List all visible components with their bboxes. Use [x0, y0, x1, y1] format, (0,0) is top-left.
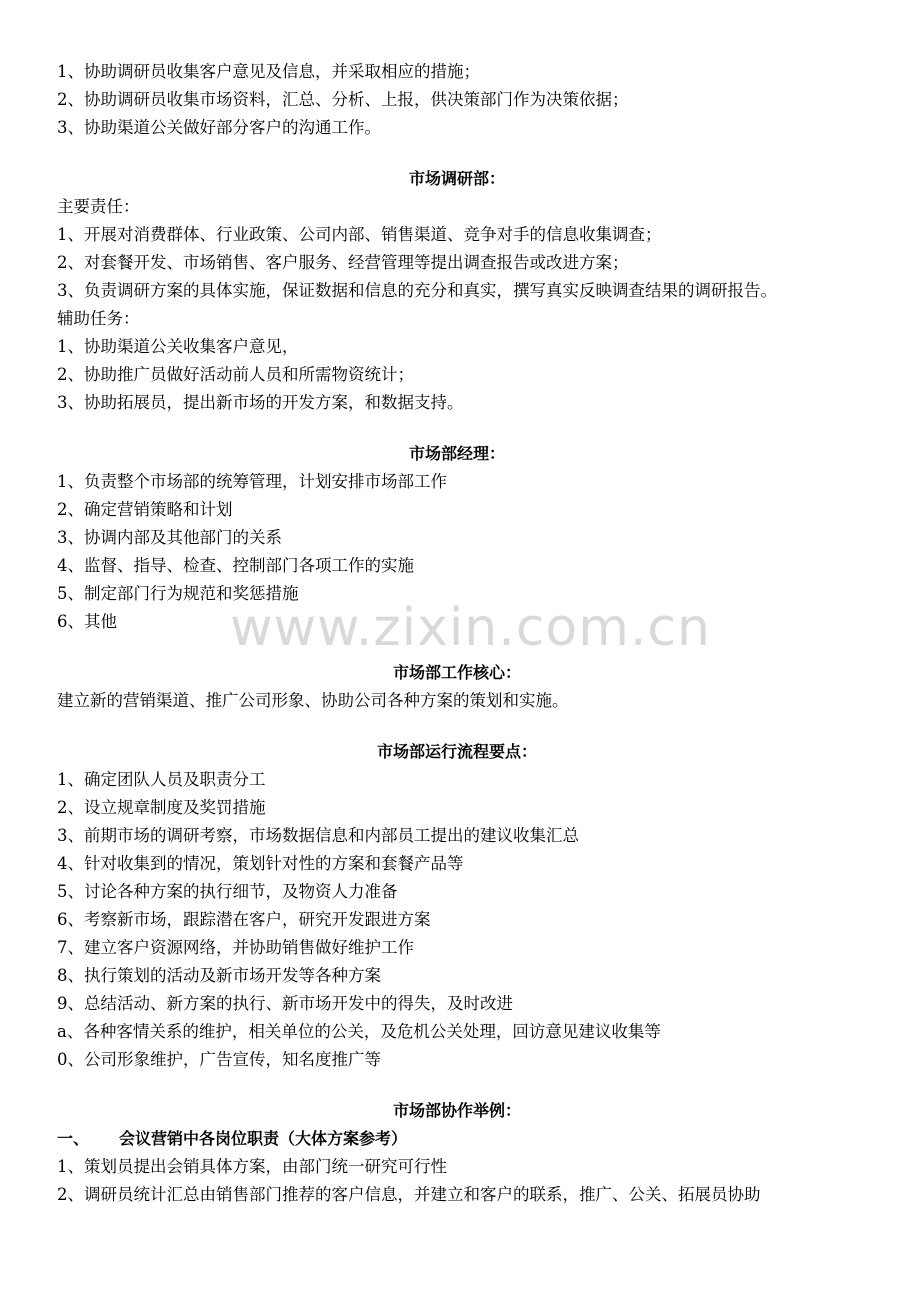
list-item: 9、总结活动、新方案的执行、新市场开发中的得失，及时改进 — [57, 994, 513, 1013]
list-item: 2、对套餐开发、市场销售、客户服务、经营管理等提出调查报告或改进方案； — [57, 253, 629, 272]
subsection-title: 会议营销中各岗位职责（大体方案参考） — [119, 1129, 408, 1148]
watermark: www.zixin.com.cn — [230, 598, 711, 658]
list-item: 5、讨论各种方案的执行细节，及物资人力准备 — [57, 882, 398, 901]
list-item: 1、策划员提出会销具体方案，由部门统一研究可行性 — [57, 1157, 447, 1176]
list-item: 5、制定部门行为规范和奖惩措施 — [57, 584, 299, 603]
list-item: a、各种客情关系的维护，相关单位的公关，及危机公关处理，回访意见建议收集等 — [57, 1022, 661, 1041]
list-item: 4、针对收集到的情况，策划针对性的方案和套餐产品等 — [57, 854, 464, 873]
list-item: 3、协助渠道公关做好部分客户的沟通工作。 — [57, 118, 381, 137]
section-heading-research: 市场调研部： — [408, 169, 505, 188]
main-duties-label: 主要责任： — [57, 197, 140, 216]
list-item: 2、调研员统计汇总由销售部门推荐的客户信息，并建立和客户的联系，推广、公关、拓展员协助 — [57, 1185, 761, 1204]
list-item: 3、协助拓展员，提出新市场的开发方案，和数据支持。 — [57, 393, 464, 412]
list-item: 2、确定营销策略和计划 — [57, 500, 233, 519]
list-item: 8、执行策划的活动及新市场开发等各种方案 — [57, 966, 381, 985]
list-item: 1、确定团队人员及职责分工 — [57, 770, 266, 789]
list-item: 0、公司形象维护，广告宣传，知名度推广等 — [57, 1050, 381, 1069]
aux-tasks-label: 辅助任务： — [57, 309, 140, 328]
subsection-number: 一、 — [57, 1129, 90, 1148]
list-item: 1、开展对消费群体、行业政策、公司内部、销售渠道、竞争对手的信息收集调查； — [57, 225, 662, 244]
list-item: 3、协调内部及其他部门的关系 — [57, 528, 282, 547]
list-item: 6、考察新市场，跟踪潜在客户，研究开发跟进方案 — [57, 910, 431, 929]
list-item: 1、协助渠道公关收集客户意见， — [57, 337, 299, 356]
list-item: 1、协助调研员收集客户意见及信息，并采取相应的措施； — [57, 62, 480, 81]
subsection-heading — [57, 1125, 857, 1153]
list-item: 2、协助推广员做好活动前人员和所需物资统计； — [57, 365, 414, 384]
list-item: 2、设立规章制度及奖罚措施 — [57, 798, 266, 817]
section-heading-process: 市场部运行流程要点： — [376, 742, 537, 761]
section-heading-manager: 市场部经理： — [408, 444, 505, 463]
list-item: 7、建立客户资源网络，并协助销售做好维护工作 — [57, 938, 414, 957]
list-item: 6、其他 — [57, 612, 117, 631]
section-heading-core: 市场部工作核心： — [392, 663, 521, 682]
list-item: 3、前期市场的调研考察，市场数据信息和内部员工提出的建议收集汇总 — [57, 826, 579, 845]
list-item: 1、负责整个市场部的统筹管理，计划安排市场部工作 — [57, 472, 447, 491]
list-item: 3、负责调研方案的具体实施，保证数据和信息的充分和真实，撰写真实反映调查结果的调研报告。 — [57, 281, 777, 300]
section-heading-coop: 市场部协作举例： — [392, 1101, 521, 1120]
core-text: 建立新的营销渠道、推广公司形象、协助公司各种方案的策划和实施。 — [57, 691, 569, 710]
list-item: 2、协助调研员收集市场资料，汇总、分析、上报，供决策部门作为决策依据； — [57, 90, 629, 109]
list-item: 4、监督、指导、检查、控制部门各项工作的实施 — [57, 556, 414, 575]
